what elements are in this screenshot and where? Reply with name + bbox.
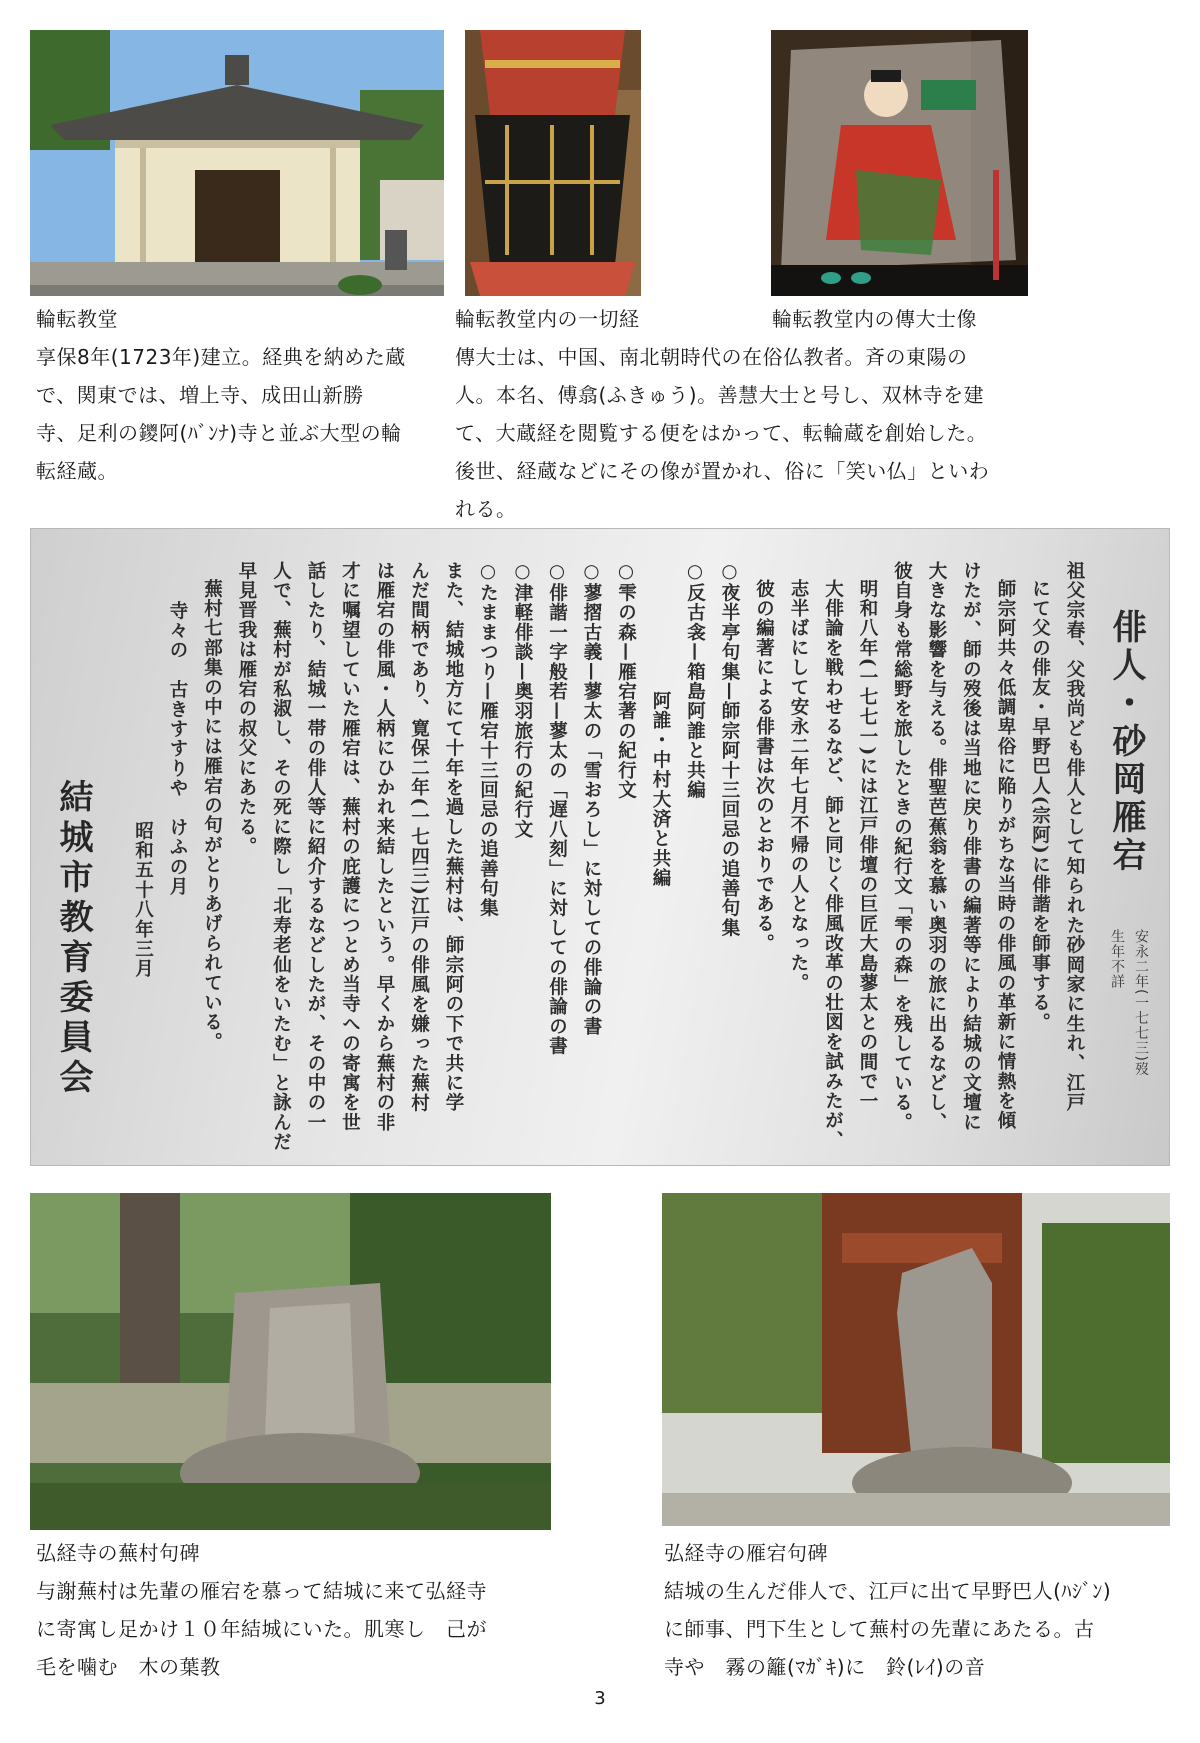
caption-rinten-kyodo <box>36 300 456 490</box>
caption-title: 輪転教堂内の一切経 <box>455 307 640 331</box>
photo-issaikyo <box>465 30 641 296</box>
plaque-column: 祖父宗春、父我尚ども俳人として知られた砂岡家に生れ、江戸 <box>1064 561 1085 1113</box>
caption-line: 人。本名、傅翕(ふきゅう)。善慧大士と号し、双林寺を建 <box>455 383 985 407</box>
photo-rinten-kyodo <box>30 30 444 296</box>
caption-line: 享保8年(1723年)建立。経典を納めた蔵 <box>36 345 406 369</box>
caption-fudaishi-body <box>455 338 1075 528</box>
photo-buson-stone <box>30 1193 551 1530</box>
plaque-column: 彼自身も常総野を旅したときの紀行文「雫の森」を残している。 <box>891 561 913 1133</box>
plaque-column: 志半ばにして安永二年七月不帰の人となった。 <box>788 579 809 993</box>
plaque-signature: 結城市教育委員会 <box>53 779 93 1099</box>
caption-title: 輪転教堂内の傳大士像 <box>772 307 977 331</box>
caption-title: 弘経寺の蕪村句碑 <box>36 1541 200 1565</box>
plaque-column: 寺々の 古きすすりや けふの月 <box>167 601 188 897</box>
plaque-column: は雁宕の俳風・人柄にひかれ来結したという。早くから蕪村の非 <box>374 561 395 1133</box>
plaque-column: にて父の俳友・早野巴人(宗阿)に俳諧を師事する。 <box>1029 579 1051 1033</box>
plaque-column: 昭和五十八年三月 <box>132 821 154 979</box>
plaque-column: ○俳諧一字般若—蓼太の「遅八刻」に対しての俳論の書 <box>546 561 568 1056</box>
plaque-column: ○蓼摺古義—蓼太の「雪おろし」に対しての俳論の書 <box>581 561 602 1037</box>
photo-ganto-stone <box>662 1193 1170 1526</box>
plaque-column: 明和八年(一七七一)には江戸俳壇の巨匠大島蓼太との間で一 <box>857 579 878 1112</box>
plaque-column: 才に嘱望していた雁宕は、蕪村の庇護につとめ当寺への寄寓を世 <box>339 561 361 1133</box>
plaque-column: ○たままつり—雁宕十三回忌の追善句集 <box>477 561 499 919</box>
caption-title: 弘経寺の雁宕句碑 <box>664 1541 828 1565</box>
caption-title: 輪転教堂 <box>36 307 118 331</box>
caption-issaikyo-title <box>455 300 640 338</box>
caption-line: 寺、足利の鑁阿(ﾊﾞﾝﾅ)寺と並ぶ大型の輪 <box>36 421 402 445</box>
stone-plaque <box>30 528 1170 1166</box>
caption-line: れる。 <box>455 497 517 521</box>
caption-line: 傳大士は、中国、南北朝時代の在俗仏教者。斉の東陽の <box>455 345 968 369</box>
plaque-title: 俳人・砂岡雁宕 <box>1106 609 1146 875</box>
plaque-column: 師宗阿共々低調卑俗に陥りがちな当時の俳風の革新に情熱を傾 <box>995 579 1016 1131</box>
plaque-column: 蕪村七部集の中には雁宕の句がとりあげられている。 <box>201 579 223 1052</box>
caption-fudaishi-title <box>772 300 977 338</box>
plaque-column: けたが、師の歿後は当地に戻り俳書の編著等により結城の文壇に <box>960 561 982 1133</box>
plaque-death: 安永二年(一七七三)歿 <box>1133 929 1149 1077</box>
plaque-column: 大きな影響を与える。俳聖芭蕉翁を慕い奥羽の旅に出るなどし、 <box>926 561 947 1133</box>
caption-line: 転経蔵。 <box>36 459 118 483</box>
caption-buson-stone <box>36 1534 596 1686</box>
plaque-column: ○雫の森—雁宕著の紀行文 <box>615 561 637 800</box>
plaque-column: 彼の編著による俳書は次のとおりである。 <box>753 579 775 954</box>
caption-line: 後世、経蔵などにその像が置かれ、俗に「笑い仏」といわ <box>455 459 990 483</box>
plaque-column: ○反古衾—箱島阿誰と共編 <box>684 561 706 800</box>
plaque-column: ○津軽俳談—奥羽旅行の紀行文 <box>512 561 533 840</box>
plaque-column: 早見晋我は雁宕の叔父にあたる。 <box>236 561 257 857</box>
plaque-column: 大俳論を戦わせるなど、師と同じく俳風改革の壮図を試みたが、 <box>822 579 844 1151</box>
caption-line: 与謝蕪村は先輩の雁宕を慕って結城に来て弘経寺 <box>36 1579 487 1603</box>
plaque-birth: 生年不詳 <box>1109 929 1125 989</box>
caption-line: 毛を噛む 木の葉教 <box>36 1655 221 1679</box>
photo-fudaishi-statue <box>771 30 1028 296</box>
plaque-column: 阿誰・中村大済と共編 <box>650 691 671 888</box>
plaque-column: ○夜半亭句集—師宗阿十三回忌の追善句集 <box>719 561 740 938</box>
plaque-column: んだ間柄であり、寛保二年(一七四三)江戸の俳風を嫌った蕪村 <box>408 561 430 1113</box>
caption-ganto-stone <box>664 1534 1184 1686</box>
plaque-column: 話したり、結城一帯の俳人等に紹介するなどしたが、その中の一 <box>305 561 326 1133</box>
caption-line: に寄寓し足かけ１０年結城にいた。肌寒し 己が <box>36 1617 487 1641</box>
caption-line: 寺や 霧の籬(ﾏｶﾞｷ)に 鈴(ﾚｲ)の音 <box>664 1655 986 1679</box>
caption-line: に師事、門下生として蕪村の先輩にあたる。古 <box>664 1617 1095 1641</box>
plaque-column: 人で、蕪村が私淑し、その死に際し「北寿老仙をいたむ」と詠んだ <box>270 561 292 1152</box>
caption-line: て、大蔵経を閲覧する便をはかって、転輪蔵を創始した。 <box>455 421 988 445</box>
caption-line: で、関東では、増上寺、成田山新勝 <box>36 383 364 407</box>
plaque-column: また、結城地方にて十年を過した蕪村は、師宗阿の下で共に学 <box>443 561 464 1113</box>
caption-line: 結城の生んだ俳人で、江戸に出て早野巴人(ﾊｼﾞﾝ) <box>664 1579 1112 1603</box>
page-number: 3 <box>594 1688 606 1709</box>
